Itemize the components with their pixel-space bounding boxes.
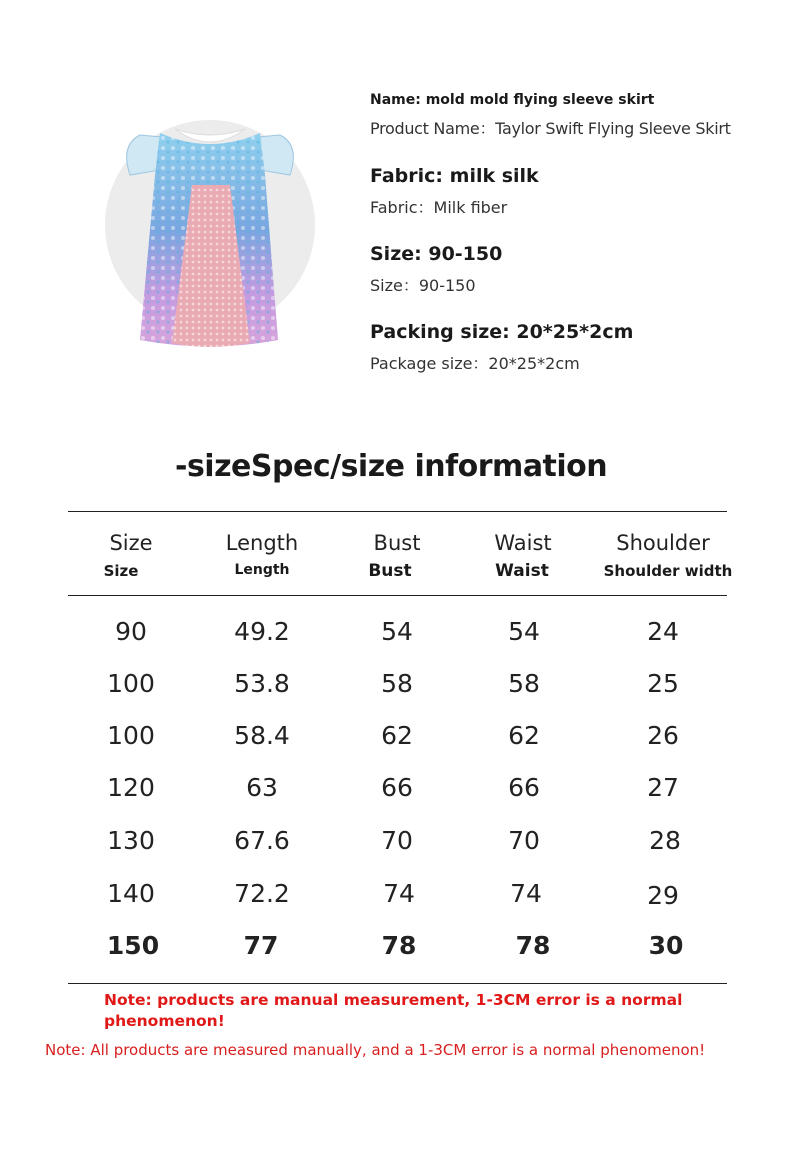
header-shoulder: Shoulder xyxy=(616,531,710,555)
package-size-value: Package size：20*25*2cm xyxy=(370,354,580,373)
header-length: Length xyxy=(225,531,299,555)
cell-size: 100 xyxy=(107,721,155,750)
table-bottom-rule xyxy=(68,983,727,984)
product-image xyxy=(100,115,320,365)
name-label: Name: mold mold flying sleeve skirt xyxy=(370,92,655,108)
cell-size: 100 xyxy=(107,669,155,698)
cell-shoulder: 27 xyxy=(647,773,679,802)
fabric-value: Fabric：Milk fiber xyxy=(370,198,508,217)
cell-length: 49.2 xyxy=(234,617,290,646)
table-top-rule xyxy=(68,511,727,512)
cell-shoulder: 25 xyxy=(647,669,679,698)
cell-waist: 70 xyxy=(508,826,540,855)
cell-size: 150 xyxy=(106,931,160,960)
cell-shoulder: 28 xyxy=(649,826,681,855)
measurement-note-translated: Note: All products are measured manually, and a 1-3CM error is a normal phenomenon! xyxy=(45,1041,706,1059)
header-bust: Bust xyxy=(373,531,421,555)
cell-length: 58.4 xyxy=(234,721,290,750)
cell-bust: 54 xyxy=(381,617,413,646)
size-value: Size：90-150 xyxy=(370,276,476,295)
header-size-sub: Size xyxy=(103,562,139,580)
fabric-label: Fabric: milk silk xyxy=(370,165,539,187)
header-length-sub: Length xyxy=(234,562,290,578)
cell-waist: 74 xyxy=(510,879,542,908)
cell-waist: 62 xyxy=(508,721,540,750)
cell-bust: 78 xyxy=(381,931,417,960)
cell-shoulder: 29 xyxy=(647,881,679,910)
cell-length: 67.6 xyxy=(234,826,290,855)
section-title: -sizeSpec/size information xyxy=(175,449,608,484)
cell-bust: 58 xyxy=(381,669,413,698)
cell-waist: 66 xyxy=(508,773,540,802)
header-waist-sub: Waist xyxy=(495,561,549,581)
cell-bust: 62 xyxy=(381,721,413,750)
cell-size: 120 xyxy=(107,773,155,802)
cell-size: 140 xyxy=(107,879,155,908)
cell-waist: 78 xyxy=(515,931,551,960)
cell-bust: 66 xyxy=(381,773,413,802)
cell-length: 72.2 xyxy=(234,879,290,908)
cell-waist: 54 xyxy=(508,617,540,646)
cell-shoulder: 30 xyxy=(648,931,684,960)
cell-shoulder: 26 xyxy=(647,721,679,750)
cell-length: 63 xyxy=(246,773,278,802)
cell-waist: 58 xyxy=(508,669,540,698)
packing-label: Packing size: 20*25*2cm xyxy=(370,321,634,343)
product-name: Product Name：Taylor Swift Flying Sleeve Skirt xyxy=(370,119,731,138)
size-label: Size: 90-150 xyxy=(370,243,503,265)
header-shoulder-sub: Shoulder width xyxy=(603,562,733,580)
table-header-rule xyxy=(68,595,727,596)
measurement-note: Note: products are manual measurement, 1-3CM error is a normal phenomenon! xyxy=(104,991,683,1030)
header-bust-sub: Bust xyxy=(368,561,412,581)
cell-length: 77 xyxy=(243,931,279,960)
cell-size: 90 xyxy=(115,617,147,646)
cell-bust: 70 xyxy=(381,826,413,855)
cell-bust: 74 xyxy=(383,879,415,908)
cell-length: 53.8 xyxy=(234,669,290,698)
cell-shoulder: 24 xyxy=(647,617,679,646)
header-size: Size xyxy=(109,531,153,555)
cell-size: 130 xyxy=(107,826,155,855)
header-waist: Waist xyxy=(494,531,552,555)
